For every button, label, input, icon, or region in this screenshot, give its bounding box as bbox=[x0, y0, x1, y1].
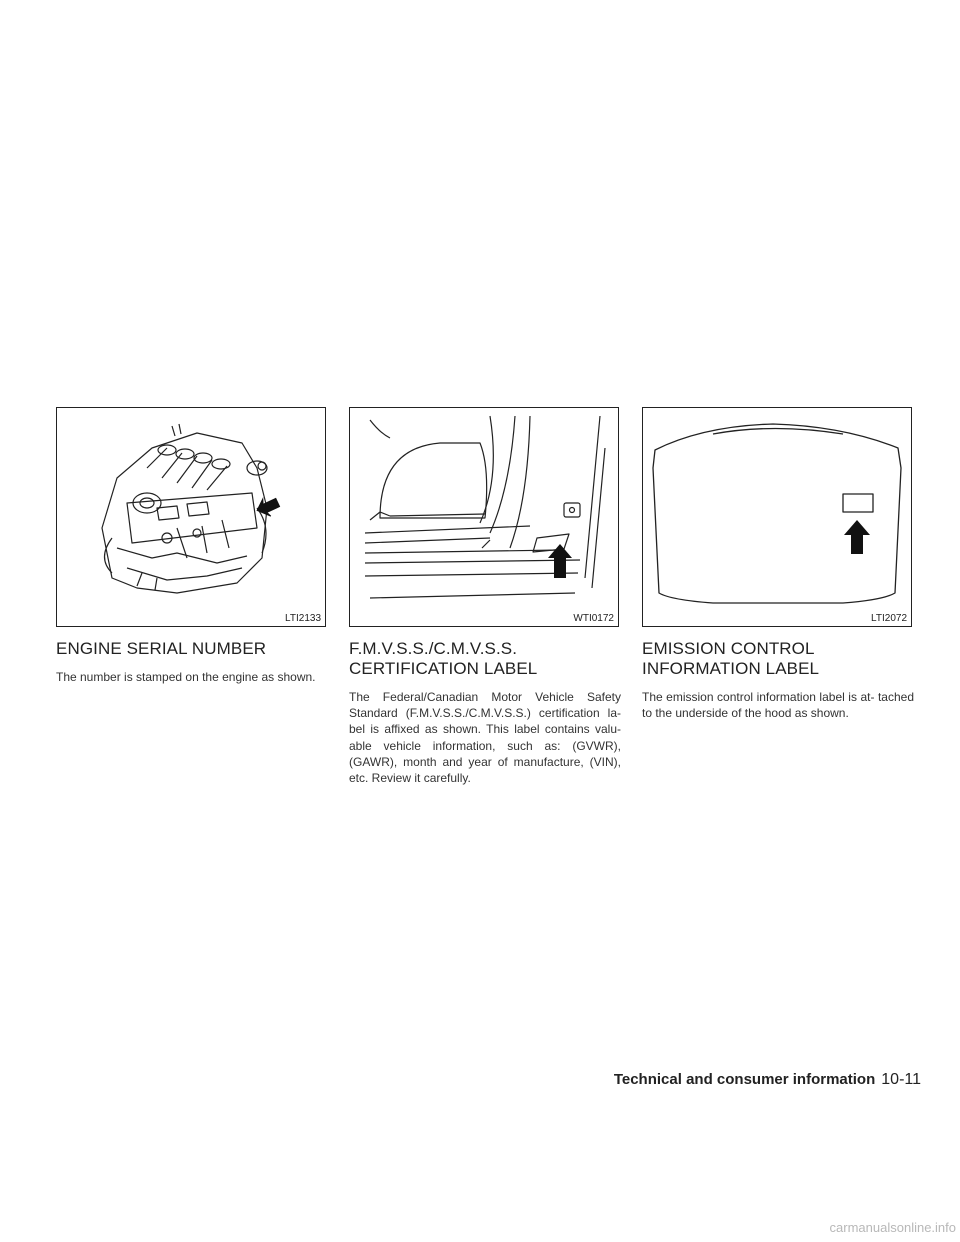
section-emission-control-label bbox=[642, 407, 914, 721]
section-title-line: INFORMATION LABEL bbox=[642, 659, 820, 678]
door-sill-illustration bbox=[350, 408, 618, 626]
section-body: The emission control information label is at- tached to the underside of the hood as shown. bbox=[642, 690, 914, 721]
page-number: 10-11 bbox=[881, 1071, 921, 1088]
figure-door-sill bbox=[349, 407, 619, 627]
figure-code: LTI2072 bbox=[871, 613, 907, 624]
figure-hood bbox=[642, 407, 912, 627]
section-title bbox=[56, 639, 328, 659]
hood-illustration bbox=[643, 408, 911, 626]
section-certification-label bbox=[349, 407, 621, 786]
section-title-line: CERTIFICATION LABEL bbox=[349, 659, 538, 678]
section-engine-serial-number bbox=[56, 407, 328, 685]
section-title-line: EMISSION CONTROL bbox=[642, 639, 815, 658]
section-title-line: ENGINE SERIAL NUMBER bbox=[56, 639, 267, 658]
section-title-line: F.M.V.S.S./C.M.V.S.S. bbox=[349, 639, 518, 658]
watermark: carmanualsonline.info bbox=[829, 1220, 956, 1235]
section-title bbox=[349, 639, 621, 679]
section-body: The number is stamped on the engine as shown. bbox=[56, 670, 316, 684]
figure-code: LTI2133 bbox=[285, 613, 321, 624]
figure-engine bbox=[56, 407, 326, 627]
footer-section-name: Technical and consumer information bbox=[613, 1071, 876, 1088]
section-title bbox=[642, 639, 914, 679]
section-body: The Federal/Canadian Motor Vehicle Safety Standard (F.M.V.S.S./C.M.V.S.S.) certification la- bel is affixed as shown. This label contains valu- able vehicle information, such as: (GVWR), (GAWR), month and year of manufacture, (VIN), etc. Review it carefully. bbox=[349, 690, 621, 786]
figure-code: WTI0172 bbox=[573, 613, 614, 624]
page-footer bbox=[614, 1071, 921, 1089]
engine-illustration bbox=[57, 408, 325, 626]
